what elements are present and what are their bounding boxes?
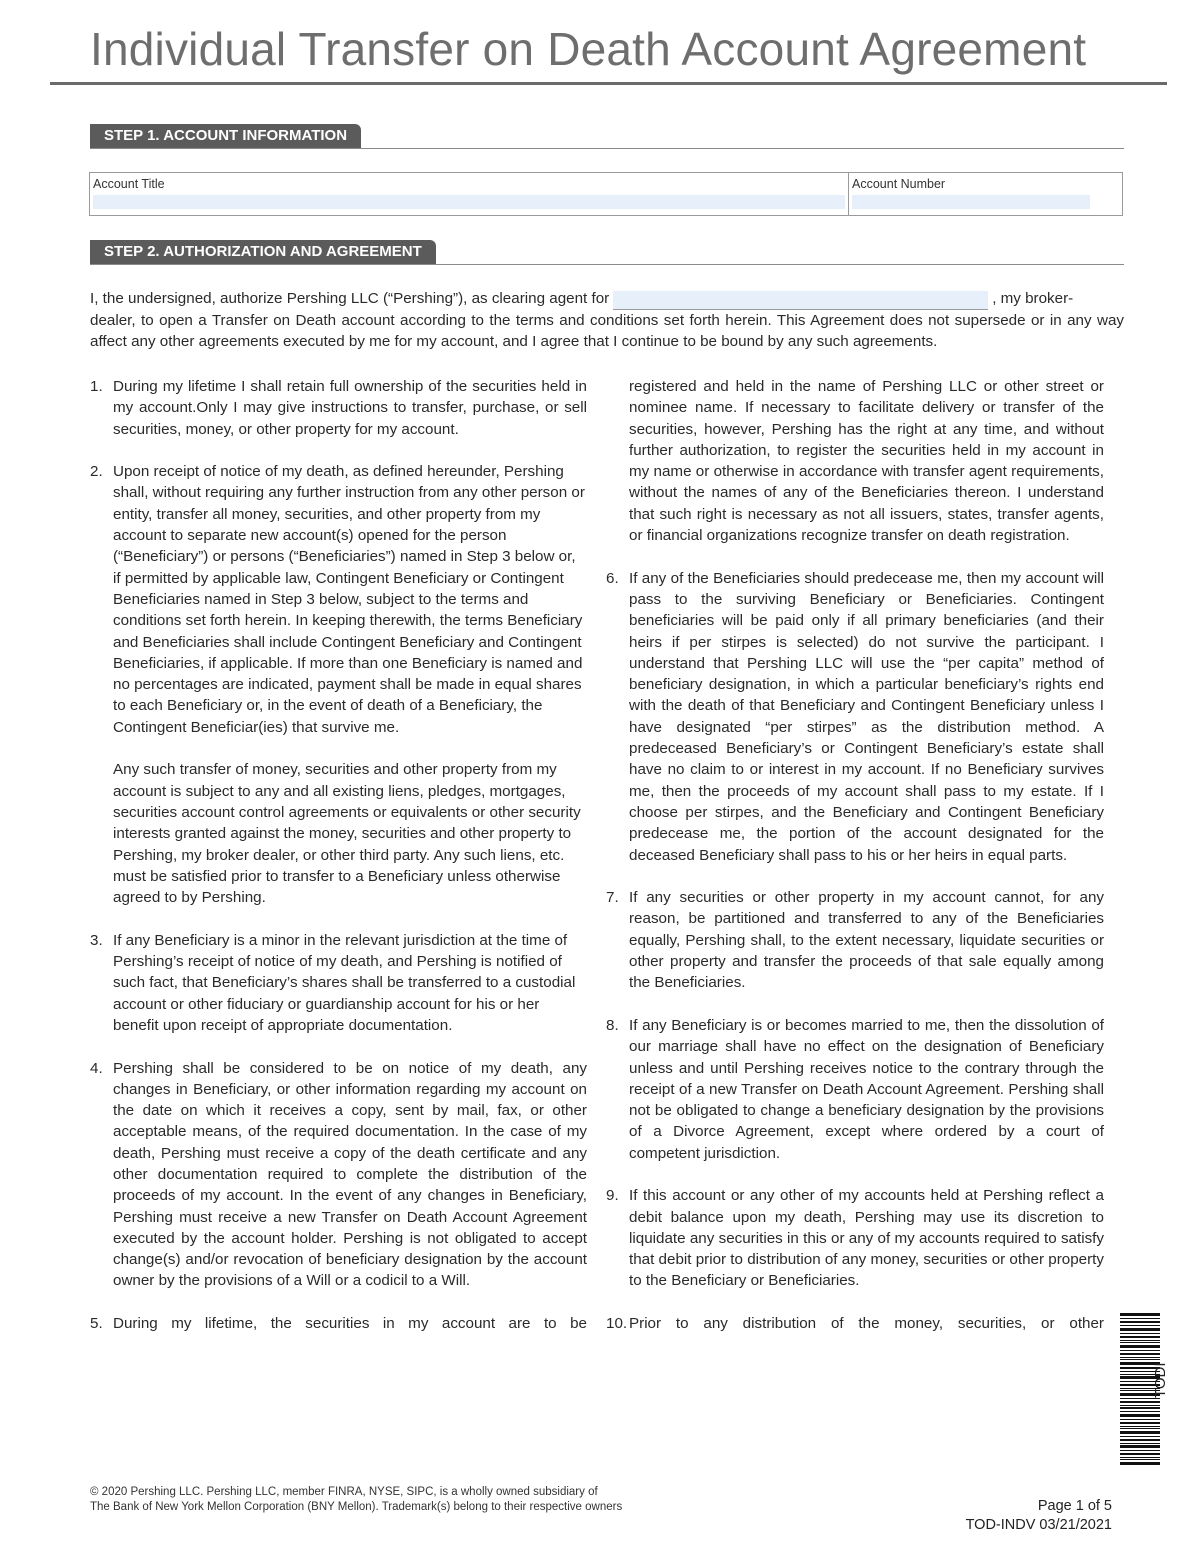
- clause-number: 6.: [606, 569, 619, 587]
- clause-text: Any such transfer of money, securities and other property from my account is subject to any and all existing liens, pledges, mortgages, securities account control agreements or equivalents or other security interests granted against the money, securities and other property to Pershing, my broker dealer, or other third party. Any such liens, etc. must be satisfied prior to transfer to a Beneficiary unless otherwise agreed to by Pershing.: [113, 761, 581, 907]
- clause-1: [90, 376, 587, 440]
- account-number-label: Account Number: [852, 177, 946, 191]
- clause-number: 4.: [90, 1059, 103, 1077]
- step2-label: STEP 2. AUTHORIZATION AND AGREEMENT: [90, 240, 436, 264]
- clause-7: [606, 887, 1104, 993]
- form-code: TOD-INDV 03/21/2021: [965, 1517, 1112, 1533]
- page-title: Individual Transfer on Death Account Agreement: [90, 23, 1087, 75]
- authorization-intro-prefix: I, the undersigned, authorize Pershing LLC (“Pershing”), as clearing agent for: [90, 290, 610, 307]
- step2-header: [90, 240, 1124, 266]
- copyright-line-2: The Bank of New York Mellon Corporation (BNY Mellon). Trademark(s) belong to their respective owners: [90, 1500, 623, 1513]
- account-title-field: [90, 173, 848, 215]
- clauses-right-column: [606, 376, 1104, 1356]
- copyright-line-1: © 2020 Pershing LLC. Pershing LLC, member FINRA, NYSE, SIPC, is a wholly owned subsidiary of: [90, 1486, 598, 1498]
- clause-3: [90, 930, 587, 1036]
- title-rule: [50, 82, 1167, 85]
- clause-9: [606, 1185, 1104, 1291]
- clause-4: [90, 1058, 587, 1292]
- clause-text: Upon receipt of notice of my death, as defined hereunder, Pershing shall, without requiring any further instruction from any other person or entity, transfer all money, securities, and other property from my account to separate new account(s) opened for the person (“Beneficiary”) or persons (“Beneficiaries”) named in Step 3 below or, if permitted by applicable law, Contingent Beneficiary or Contingent Beneficiaries named in Step 3 below, subject to the terms and conditions set forth herein. In keeping therewith, the terms Beneficiary and Beneficiaries shall include Contingent Beneficiary and Contingent Beneficiaries, if applicable. If more than one Beneficiary is named and no percentages are indicated, payment shall be made in equal shares to each Beneficiary or, in the event of death of a Beneficiary, the Contingent Beneficiar(ies) that survive me.: [113, 463, 585, 736]
- clause-text: If any of the Beneficiaries should predecease me, then my account will pass to the surviving Beneficiary or Beneficiaries. Contingent beneficiaries will be paid only if all primary beneficiaries (and their heirs if per stirpes is selected) do not survive the participant. I understand that Pershing LLC will use the “per capita” method of beneficiary designation, in which a particular beneficiary’s rights end with the death of that Beneficiary and Contingent Beneficiary unless I have designated “per stirpes” as the distribution method. A predeceased Beneficiary’s or Contingent Beneficiary’s estate shall have no claim to or interest in my account. If no Beneficiary survives me, then the proceeds of my account shall pass to my estate. If I choose per stirpes, and the Beneficiary and Contingent Beneficiary predecease me, the portion of the account designated for the deceased Beneficiary shall pass to his or her heirs in equal parts.: [629, 569, 1104, 864]
- step1-rule: [90, 148, 1124, 149]
- account-info-row: [89, 172, 1123, 216]
- clause-text: Prior to any distribution of the money, securities, or other: [629, 1315, 1104, 1333]
- clause-text: If any Beneficiary is a minor in the relevant jurisdiction at the time of Pershing’s receipt of notice of my death, and Pershing is notified of such fact, that Beneficiary’s shares shall be transferred to a custodial account or other fiduciary or guardianship account for his or her benefit upon receipt of appropriate documentation.: [113, 931, 576, 1034]
- clause-text: Pershing shall be considered to be on notice of my death, any changes in Beneficiary, or other information regarding my account on the date on which it receives a copy, sent by mail, fax, or other acceptable means, of the required documentation. In the case of my death, Pershing must receive a copy of the death certificate and any other documentation required to complete the distribution of the proceeds of my account. In the event of any changes in Beneficiary, Pershing must receive a new Transfer on Death Account Agreement executed by the account holder. Pershing is not obligated to accept change(s) and/or revocation of beneficiary designation by the account owner by the provisions of a Will or a codicil to a Will.: [113, 1059, 587, 1290]
- clause-2: [90, 461, 587, 908]
- step1-header: [90, 124, 1124, 150]
- account-number-field: [849, 173, 1122, 215]
- account-number-input[interactable]: [852, 195, 1090, 209]
- step1-label: STEP 1. ACCOUNT INFORMATION: [90, 124, 361, 148]
- clause-number: 1.: [90, 378, 103, 395]
- clause-number: 2.: [90, 463, 103, 481]
- broker-dealer-input[interactable]: [613, 291, 988, 310]
- clause-6: [606, 568, 1104, 866]
- clause-10: [606, 1313, 1104, 1334]
- authorization-intro-suffix: , my broker-: [992, 290, 1074, 307]
- clause-text: If any Beneficiary is or becomes married to me, then the dissolution of our marriage shall have no effect on the designation of Beneficiary unless and until Pershing receives notice to the contrary through the receipt of a new Transfer on Death Account Agreement. Pershing shall not be obligated to change a beneficiary designation by the provisions of a Divorce Agreement, except where ordered by a court of competent jurisdiction.: [629, 1016, 1104, 1162]
- page-number: Page 1 of 5: [1037, 1498, 1112, 1514]
- barcode-label: TODI: [1152, 1362, 1169, 1398]
- clauses-left-column: [90, 376, 587, 1356]
- clause-5-continuation: registered and held in the name of Pershing LLC or other street or nominee name. If necessary to facilitate delivery or transfer of the securities, however, Pershing has the right at any time, and without further authorization, to register the securities held in my account in my name or otherwise in accordance with transfer agent requirements, without the names of any of the Beneficiaries thereon. I understand that such right is necessary as not all issuers, states, transfer agents, or financial organizations recognize transfer on death registration.: [629, 378, 1104, 545]
- clause-5: [90, 1313, 587, 1334]
- clause-number: 10.: [606, 1315, 628, 1333]
- account-title-input[interactable]: [93, 195, 845, 209]
- account-title-label: Account Title: [93, 177, 165, 191]
- clause-number: 7.: [606, 889, 619, 907]
- clause-text: During my lifetime I shall retain full ownership of the securities held in my account.Only I may give instructions to transfer, purchase, or sell securities, money, or other property for my account.: [113, 378, 587, 438]
- authorization-paragraph: [90, 288, 1124, 353]
- clause-number: 9.: [606, 1187, 619, 1205]
- clause-text: If this account or any other of my accounts held at Pershing reflect a debit balance upon my death, Pershing may use its discretion to liquidate any securities in this or any of my accounts required to satisfy that debit prior to distribution of any money, securities or other property to the Beneficiary or Beneficiaries.: [629, 1187, 1104, 1290]
- clause-number: 3.: [90, 931, 103, 949]
- clause-text: If any securities or other property in my account cannot, for any reason, be partitioned and transferred to any of the Beneficiaries equally, Pershing shall, to the extent necessary, liquidate securities or other property and transfer the proceeds of that sale equally among the Beneficiaries.: [629, 889, 1104, 992]
- clause-number: 5.: [90, 1315, 103, 1333]
- step2-rule: [90, 264, 1124, 265]
- authorization-intro-rest: dealer, to open a Transfer on Death account according to the terms and conditions set forth herein. This Agreement does not supersede or in any way affect any other agreements executed by me for my account, and I agree that I continue to be bound by any such agreements.: [90, 311, 1124, 350]
- clause-text: During my lifetime, the securities in my account are to be: [113, 1315, 587, 1333]
- footer-page-info: [966, 1497, 1112, 1535]
- footer-copyright: [90, 1485, 622, 1514]
- clause-number: 8.: [606, 1016, 619, 1034]
- clause-8: [606, 1015, 1104, 1164]
